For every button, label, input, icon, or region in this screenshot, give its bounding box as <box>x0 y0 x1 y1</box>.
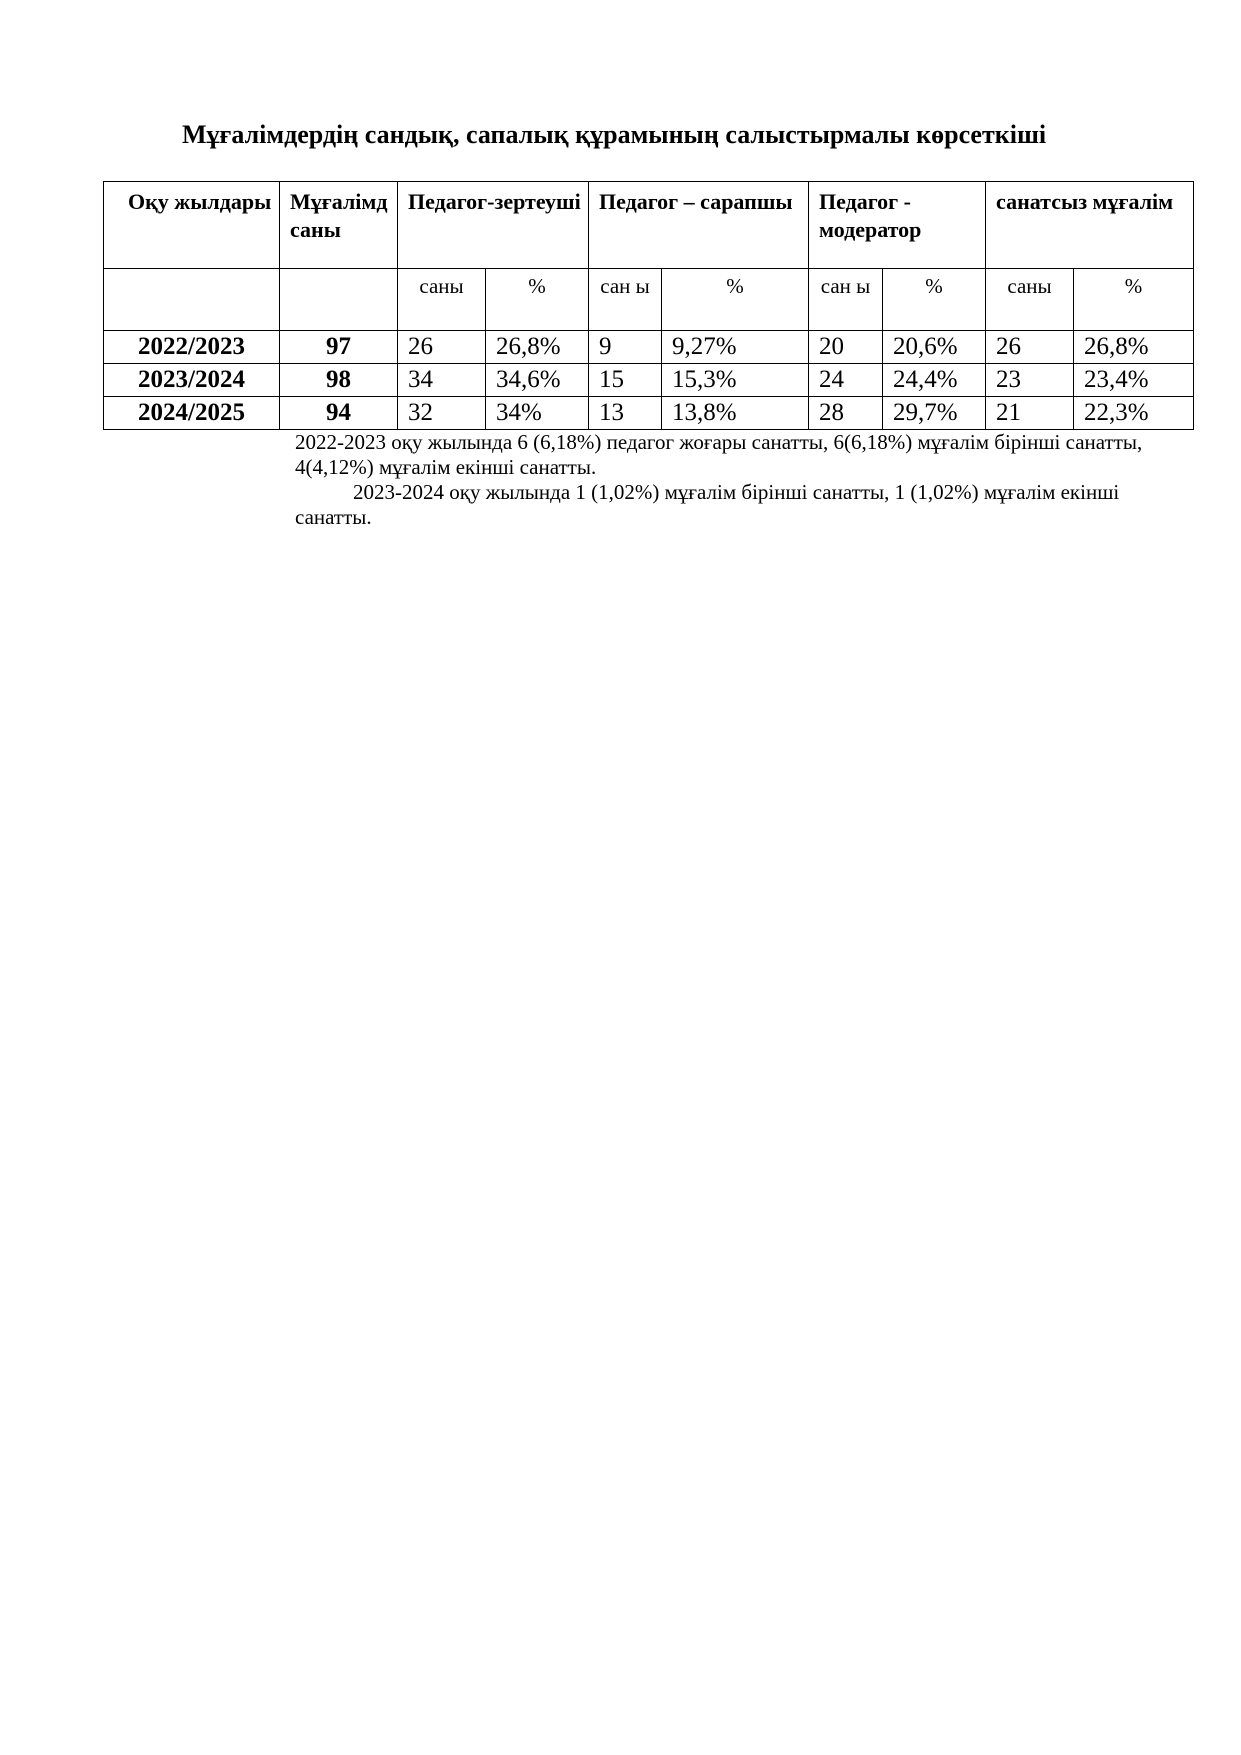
row-uncategorized-percent: 26,8% <box>1074 331 1194 364</box>
row-researcher-percent: 34,6% <box>486 364 589 397</box>
header-row <box>104 182 1194 269</box>
note-paragraph: 2022-2023 оқу жылында 6 (6,18%) педагог жоғары санатты, 6(6,18%) мұғалім бірінші санатты, 4(4,12%) мұғалім екінші санатты. <box>295 430 1143 479</box>
subheader-empty <box>280 269 398 331</box>
row-total: 97 <box>280 331 398 364</box>
row-researcher-percent: 34% <box>486 397 589 430</box>
subheader-count: сан ы <box>809 269 883 331</box>
row-moderator-percent: 20,6% <box>883 331 986 364</box>
table-row <box>104 364 1194 397</box>
row-expert-percent: 13,8% <box>662 397 809 430</box>
header-researcher: Педагог-зертеуші <box>398 182 589 269</box>
subheader-count: саны <box>986 269 1074 331</box>
header-moderator: Педагог - модератор <box>809 182 986 269</box>
row-moderator-count: 20 <box>809 331 883 364</box>
page-title: Мұғалімдердің сандық, сапалық құрамының салыстырмалы көрсеткіші <box>182 120 1047 149</box>
row-researcher-count: 32 <box>398 397 486 430</box>
table-row <box>104 331 1194 364</box>
subheader-percent: % <box>1074 269 1194 331</box>
header-expert: Педагог – сарапшы <box>589 182 809 269</box>
row-expert-count: 13 <box>589 397 662 430</box>
table-row <box>104 397 1194 430</box>
row-uncategorized-percent: 23,4% <box>1074 364 1194 397</box>
subheader-empty <box>104 269 280 331</box>
notes <box>295 430 1175 530</box>
staff-table <box>103 181 1194 430</box>
subheader-percent: % <box>883 269 986 331</box>
header-teachers: Мұғалімд саны <box>280 182 398 269</box>
row-moderator-percent: 29,7% <box>883 397 986 430</box>
row-moderator-percent: 24,4% <box>883 364 986 397</box>
row-moderator-count: 24 <box>809 364 883 397</box>
row-expert-percent: 9,27% <box>662 331 809 364</box>
subheader-count: сан ы <box>589 269 662 331</box>
row-researcher-count: 34 <box>398 364 486 397</box>
subheader-row <box>104 269 1194 331</box>
header-uncategorized: санатсыз мұғалім <box>986 182 1194 269</box>
row-year: 2023/2024 <box>104 364 280 397</box>
row-researcher-percent: 26,8% <box>486 331 589 364</box>
row-expert-count: 15 <box>589 364 662 397</box>
row-uncategorized-count: 23 <box>986 364 1074 397</box>
row-moderator-count: 28 <box>809 397 883 430</box>
row-uncategorized-percent: 22,3% <box>1074 397 1194 430</box>
subheader-percent: % <box>662 269 809 331</box>
header-years: Оқу жылдары <box>104 182 280 269</box>
note-paragraph: 2023-2024 оқу жылында 1 (1,02%) мұғалім бірінші санатты, 1 (1,02%) мұғалім екінші санатты. <box>295 480 1120 529</box>
row-expert-count: 9 <box>589 331 662 364</box>
row-uncategorized-count: 21 <box>986 397 1074 430</box>
subheader-percent: % <box>486 269 589 331</box>
row-uncategorized-count: 26 <box>986 331 1074 364</box>
row-year: 2022/2023 <box>104 331 280 364</box>
row-total: 94 <box>280 397 398 430</box>
row-total: 98 <box>280 364 398 397</box>
row-year: 2024/2025 <box>104 397 280 430</box>
row-researcher-count: 26 <box>398 331 486 364</box>
row-expert-percent: 15,3% <box>662 364 809 397</box>
subheader-count: саны <box>398 269 486 331</box>
